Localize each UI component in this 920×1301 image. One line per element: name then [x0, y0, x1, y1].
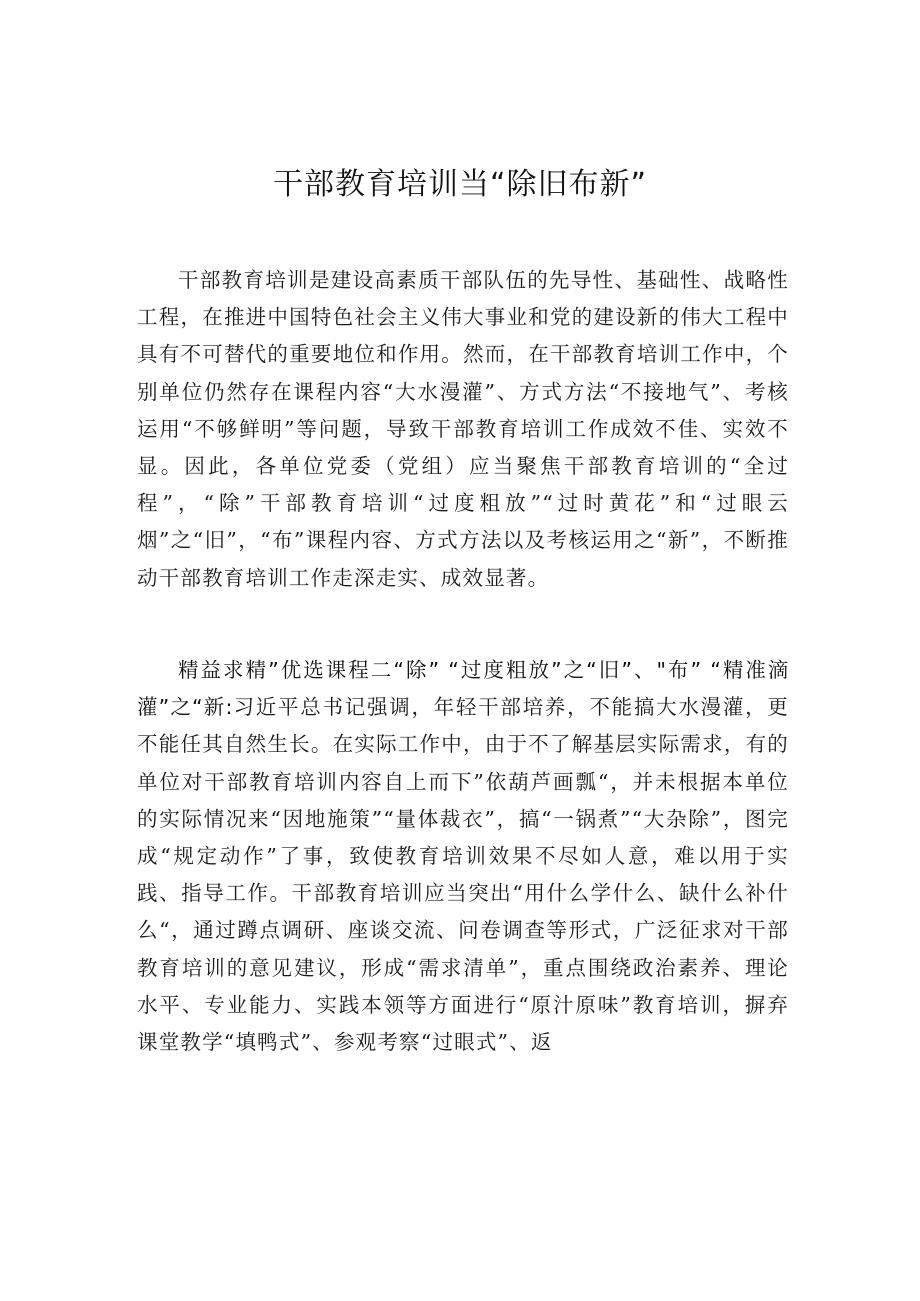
- document-title: 干部教育培训当“除旧布新”: [272, 167, 648, 202]
- section-lead-heading: 精益求精”优选课程二“除” “过度粗放”之“旧”、"布” “精准滴灌”之“新:: [137, 658, 789, 720]
- section-paragraph: [137, 652, 789, 1061]
- intro-paragraph: 干部教育培训是建设高素质干部队伍的先导性、基础性、战略性工程，在推进中国特色社会主义伟大事业和党的建设新的伟大工程中具有不可替代的重要地位和作用。然而，在干部教育培训工作中，个别单位仍然存在课程内容“大水漫灌”、方式方法“不接地气”、考核运用“不够鲜明”等问题，导致干部教育培训工作成效不佳、实效不显。因此，各单位党委（党组）应当聚焦干部教育培训的“全过程”，“除”干部教育培训“过度粗放”“过时黄花”和“过眼云烟”之“旧”，“布”课程内容、方式方法以及考核运用之“新”，不断推动干部教育培训工作走深走实、成效显著。: [137, 268, 789, 590]
- section-body-text: 习近平总书记强调，年轻干部培养，不能搞大水漫灌，更不能任其自然生长。在实际工作中，由于不了解基层实际需求，有的单位对干部教育培训内容自上而下”依葫芦画瓢“，并未根据本单位的实际情况来“因地施策”“量体裁衣”，搞“一锅煮”“大杂除”，图完成“规定动作”了事，致使教育培训效果不尽如人意，难以用于实践、指导工作。干部教育培训应当突出“用什么学什么、缺什么补什么“，通过蹲点调研、座谈交流、问卷调查等形式，广泛征求对干部教育培训的意见建议，形成“需求清单”，重点围绕政治素养、理论水平、专业能力、实践本领等方面进行“原汁原味”教育培训，摒弃课堂教学“填鸭式”、参观考察“过眼式”、返: [137, 695, 790, 1055]
